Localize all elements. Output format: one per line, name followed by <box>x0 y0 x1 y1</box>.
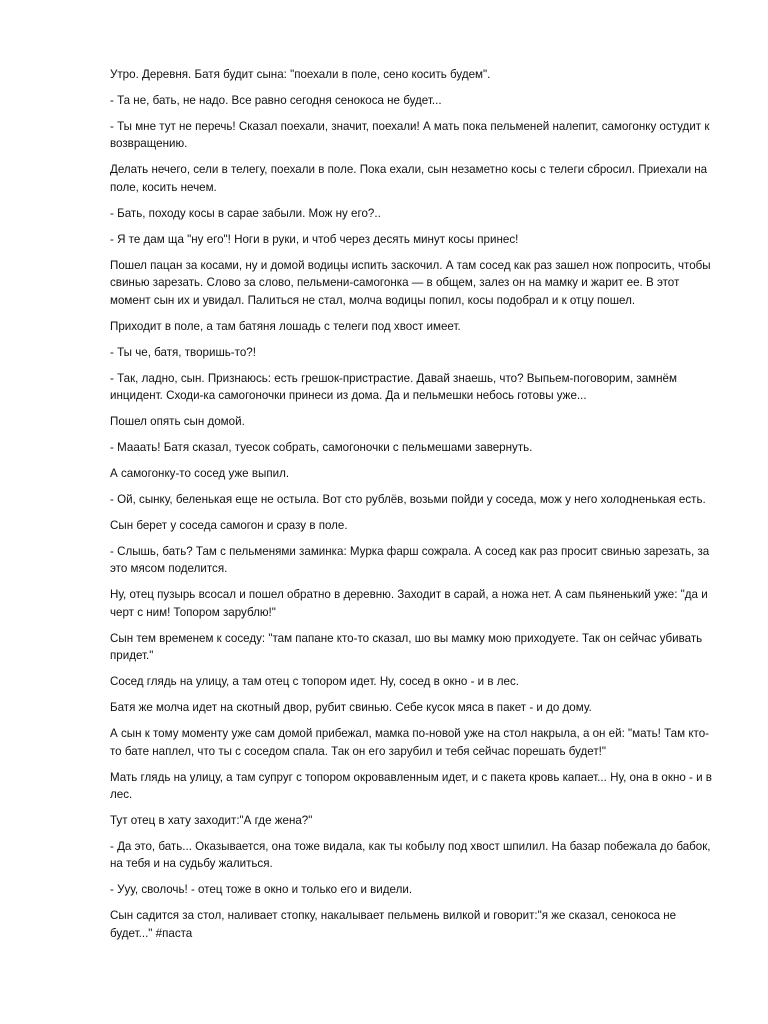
paragraph: Пошел пацан за косами, ну и домой водицы испить заскочил. А там сосед как раз зашел нож попросить, чтобы свинью зарезать. Слово за слово, пельмени-самогонка — в общем, залез он на мамку и жарит ее. В этот момент сын их и увидал. Палиться не стал, молча водицы попил, косы подобрал и к отцу пошел. <box>110 258 711 307</box>
paragraph: - Да это, бать... Оказывается, она тоже видала, как ты кобылу под хвост шпилил. На базар побежала до бабок, на тебя и на судьбу жалиться. <box>110 840 711 871</box>
paragraph: Сосед глядь на улицу, а там отец с топором идет. Ну, сосед в окно - и в лес. <box>110 675 519 689</box>
paragraph: - Я те дам ща "ну его"! Ноги в руки, и чтоб через десять минут косы принес! <box>110 232 519 246</box>
paragraph: А сын к тому моменту уже сам домой прибежал, мамка по-новой уже на стол накрыла, а он ей: "мать! Там кто-то бате наплел, что ты с соседом спала. Так он его зарубил и тебя сейчас порешать будет!" <box>110 727 710 758</box>
paragraph: - Ууу, сволочь! - отец тоже в окно и только его и видели. <box>110 883 413 897</box>
paragraph: - Слышь, бать? Там с пельменями заминка: Мурка фарш сожрала. А сосед как раз просит свинью зарезать, за это мясом поделится. <box>110 545 710 576</box>
paragraph: Сын тем временем к соседу: "там папане кто-то сказал, шо вы мамку мою приходуете. Так он сейчас убивать придет." <box>110 631 703 663</box>
paragraph: - Так, ладно, сын. Признаюсь: есть грешок-пристрастие. Давай знаешь, что? Выпьем-поговорим, замнём инцидент. Сходи-ка самогоночки принеси из дома. Да и пельмешки небось готовы уже... <box>110 371 677 403</box>
paragraph: Сын берет у соседа самогон и сразу в поле. <box>110 519 348 533</box>
paragraph: - Ты че, батя, творишь-то?! <box>110 345 256 359</box>
paragraph: - Мааать! Батя сказал, туесок собрать, самогоночки с пельмешами завернуть. <box>110 441 533 455</box>
paragraph: Приходит в поле, а там батяня лошадь с телеги под хвост имеет. <box>110 319 461 333</box>
paragraph: Сын садится за стол, наливает стопку, накалывает пельмень вилкой и говорит:"я же сказал, сенокоса не будет..." #паста <box>110 909 677 940</box>
paragraph: А самогонку-то сосед уже выпил. <box>110 467 290 481</box>
paragraph: Ну, отец пузырь всосал и пошел обратно в деревню. Заходит в сарай, а ножа нет. А сам пьяненький уже: "да и черт с ним! Топором зарублю!" <box>110 588 708 619</box>
paragraph: - Ты мне тут не перечь! Сказал поехали, значит, поехали! А мать пока пельменей налепит, самогонку остудит к возвращению. <box>110 120 710 151</box>
paragraph: Батя же молча идет на скотный двор, рубит свинью. Себе кусок мяса в пакет - и до дому. <box>110 701 592 715</box>
paragraph: Тут отец в хату заходит:"А где жена?" <box>110 814 313 828</box>
paragraph: Утро. Деревня. Батя будит сына: "поехали в поле, сено косить будем". <box>110 68 491 81</box>
paragraph: - Та не, бать, не надо. Все равно сегодня сенокоса не будет... <box>110 94 442 107</box>
paragraph: Мать глядь на улицу, а там супруг с топором окровавленным идет, и с пакета кровь капает... Ну, она в окно - и в лес. <box>110 770 712 802</box>
paragraph: - Бать, походу косы в сарае забыли. Мож ну его?.. <box>110 206 381 220</box>
paragraph: Делать нечего, сели в телегу, поехали в поле. Пока ехали, сын незаметно косы с телеги сбросил. Приехали на поле, косить нечем. <box>110 163 708 194</box>
paragraph: Пошел опять сын домой. <box>110 415 245 429</box>
document-body <box>110 66 716 951</box>
paragraph: - Ой, сынку, беленькая еще не остыла. Вот сто рублёв, возьми пойди у соседа, мож у него холодненькая есть. <box>110 493 706 507</box>
